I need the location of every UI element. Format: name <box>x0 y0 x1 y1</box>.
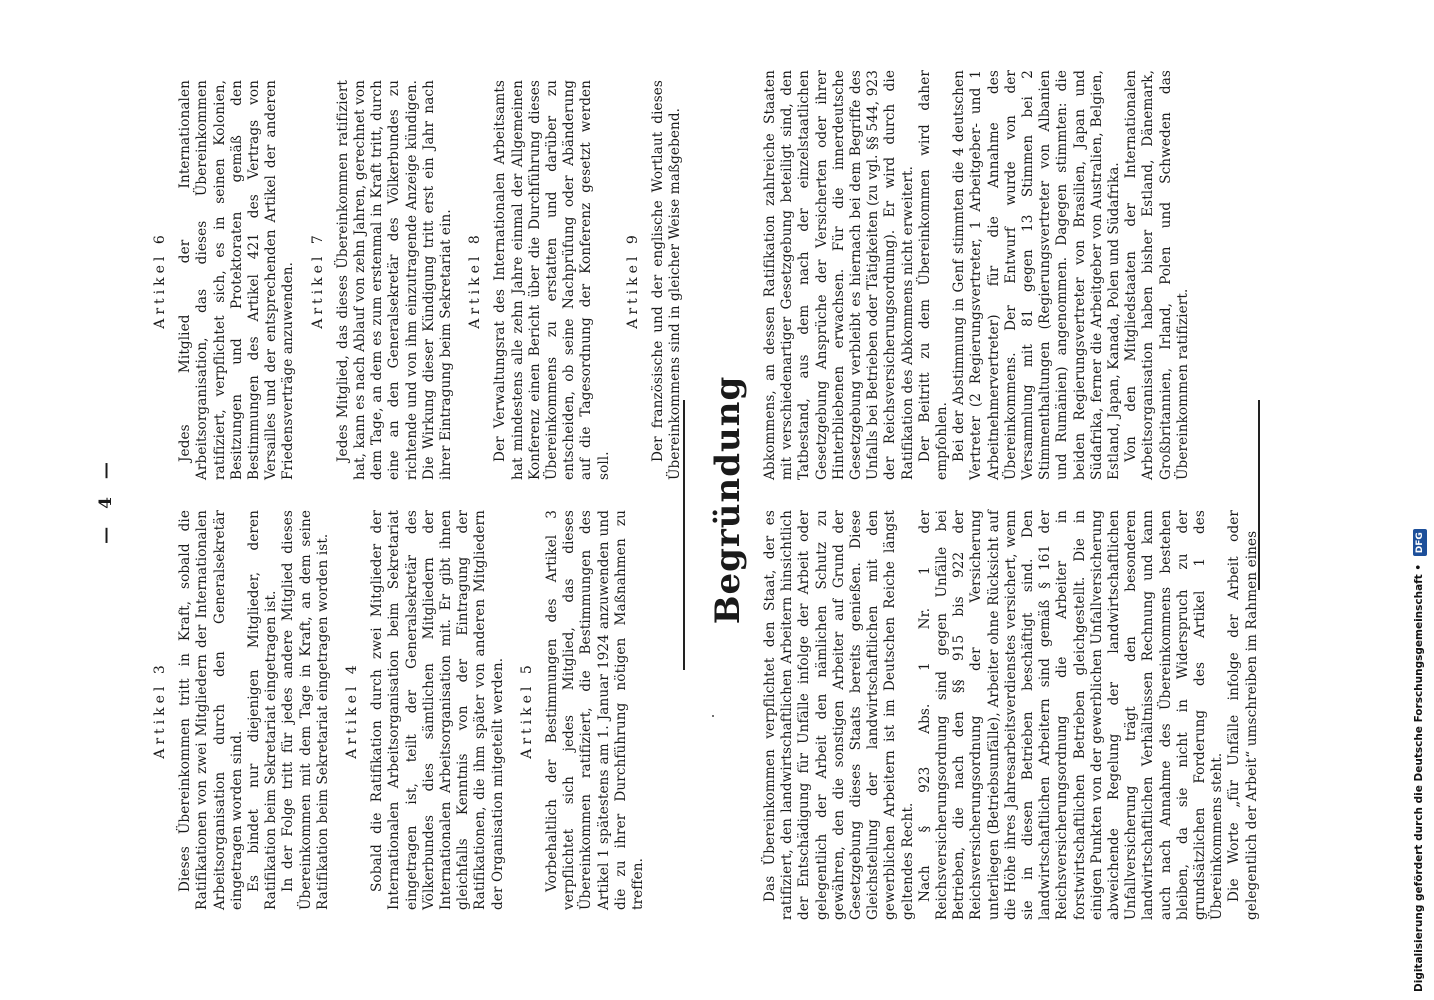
dfg-logo: DFG <box>1413 529 1427 556</box>
article-3-heading: Artikel 3 <box>152 661 168 759</box>
digitization-notice-text: Digitalisierung gefördert durch die Deutsche Forschungsgemeinschaft • <box>1413 563 1425 992</box>
article-8-paragraph-1: Der Verwaltungsrat des Internationalen Arbeitsamts hat mindestens alle zehn Jahre einmal der Allgemeinen Konferenz einen Bericht über die Durchführung dieses Übereinkommens zu erstatten und darüber zu entscheiden, ob seine Nachprüfung oder Abänderung auf die Tagesordnung der Konferenz gesetzt werden soll. <box>492 80 612 480</box>
article-3-paragraph-1: Dieses Übereinkommen tritt in Kraft, sobald die Ratifikationen von zwei Mitgliedern der Internationalen Arbeitsorganisation durch den Generalsekretär eingetragen worden sind. <box>177 510 245 910</box>
article-4-paragraph-1: Sobald die Ratifikation durch zwei Mitglieder der Internationalen Arbeitsorganisation beim Sekretariat eingetragen ist, teilt der Generalsekretär des Völkerbundes dies sämtlichen Mitgliedern der Internationalen Arbeitsorganisation mit. Er gibt ihnen gleichfalls Kenntnis von der Eintragung der Ratifikationen, die ihm später von anderen Mitgliedern der Organisation mitgeteilt werden. <box>369 510 506 910</box>
article-5-heading: Artikel 5 <box>518 661 535 759</box>
page-number: — 4 — <box>96 456 116 544</box>
begruendung-paragraph-5: Der Beitritt zu dem Übereinkommen wird daher empfohlen. <box>916 70 951 480</box>
article-7-paragraph-1: Jedes Mitglied, das dieses Übereinkommen ratifiziert hat, kann es nach Ablauf von zehn Jahren, gerechnet von dem Tage, an dem es zum erstenmal in Kraft tritt, durch eine an den Generalsekretär des Völkerbundes zu richtende und von ihm einzutragende Anzeige kündigen. Die Wirkung dieser Kündigung tritt erst ein Jahr nach ihrer Eintragung beim Sekretariat ein. <box>334 80 455 480</box>
article-3-paragraph-3: In der Folge tritt für jedes andere Mitglied dieses Übereinkommen mit dem Tage in Kraft, an dem seine Ratifikation beim Sekretariat eingetragen worden ist. <box>280 510 331 910</box>
begruendung-paragraph-4: Abkommens, an dessen Ratifikation zahlreiche Staaten mit verschiedenartiger Gesetzgebung beteiligt sind, den Tatbestand, aus dem nach der einzelstaatlichen Gesetzgebung Ansprüche der Versicherten oder ihrer Hinterbliebenen erwachsen. Für die innerdeutsche Gesetzgebung verbleibt es hiernach bei dem Begriffe des Unfalls bei Betrieben oder Tätigkeiten (zu vgl. §§ 544, 923 der Reichsversicherungsordnung). Er wird durch die Ratifikation des Abkommens nicht erweitert. <box>762 70 916 480</box>
upper-left-column <box>140 510 647 910</box>
article-6-heading: Artikel 6 <box>152 231 168 329</box>
begruendung-paragraph-6: Bei der Abstimmung in Genf stimmten die 4 deutschen Vertreter (2 Regierungsvertreter, 1 Arbeitgeber- und 1 Arbeitnehmervertreter) für die Annahme des Übereinkommens. Der Entwurf wurde von der Versammlung mit 81 gegen 13 Stimmen bei 2 Stimmenthaltungen (Regierungsvertreter von Albanien und Rumänien) angenommen. Dagegen stimmten: die beiden Regierungsvertreter von Brasilien, Japan und Südafrika, ferner die Arbeitgeber von Australien, Belgien, Estland, Japan, Kanada, Polen und Südafrika. <box>951 70 1123 480</box>
upper-right-column <box>140 80 684 480</box>
article-8-heading: Artikel 8 <box>467 231 484 329</box>
lower-right-column <box>762 70 1192 480</box>
article-9-paragraph-1: Der französische und der englische Wortlaut dieses Übereinkommens sind in gleicher Weise maßgebend. <box>650 80 684 480</box>
article-7-heading: Artikel 7 <box>309 231 326 329</box>
article-4-heading: Artikel 4 <box>344 661 361 759</box>
begruendung-paragraph-7: Von den Mitgliedstaaten der Internationalen Arbeitsorganisation haben bisher Estland, Dänemark, Großbritannien, Irland, Polen und Schweden das Übereinkommen ratifiziert. <box>1123 70 1191 480</box>
article-5-paragraph-1: Vorbehaltlich der Bestimmungen des Artikel 3 verpflichtet sich jedes Mitglied, das dieses Übereinkommen ratifiziert, die Bestimmungen des Artikel 1 spätestens am 1. Januar 1924 anzuwenden und die zu ihrer Durchführung nötigen Maßnahmen zu treffen. <box>544 510 647 910</box>
article-3-paragraph-2: Es bindet nur diejenigen Mitglieder, deren Ratifikation beim Sekretariat eingetragen ist. <box>246 510 280 910</box>
digitization-sidebar <box>1408 8 1430 992</box>
section-heading: Begründung <box>708 375 748 625</box>
begruendung-paragraph-3: Die Worte „für Unfälle infolge der Arbeit oder gelegentlich der Arbeit“ umschreiben im Rahmen eines <box>1226 510 1260 920</box>
lower-left-column <box>762 510 1261 920</box>
scan-speck <box>712 715 714 717</box>
digitization-notice <box>1408 8 1430 992</box>
begruendung-paragraph-1: Das Übereinkommen verpflichtet den Staat, der es ratifiziert, den landwirtschaftlichen Arbeitern hinsichtlich der Entschädigung für Unfälle infolge der Arbeit oder gelegentlich der Arbeit den nämlichen Schutz zu gewähren, den die sonstigen Arbeiter auf Grund der Gesetzgebung dieses Staats bereits genießen. Diese Gleichstellung der landwirtschaftlichen mit den gewerblichen Arbeitern ist im Deutschen Reiche längst geltendes Recht. <box>762 510 916 920</box>
begruendung-paragraph-2: Nach § 923 Abs. 1 Nr. 1 der Reichsversicherungsordnung sind gegen Unfälle bei Betrieben, die nach den §§ 915 bis 922 der Reichsversicherungsordnung der Versicherung unterliegen (Betriebsunfälle), Arbeiter ohne Rücksicht auf die Höhe ihres Jahresarbeitsverdienstes versichert, wenn sie in diesen Betrieben beschäftigt sind. Den landwirtschaftlichen Arbeitern sind gemäß § 161 der Reichsversicherungsordnung die Arbeiter in forstwirtschaftlichen Betrieben gleichgestellt. Die in einigen Punkten von der gewerblichen Unfallversicherung abweichende Regelung der landwirtschaftlichen Unfallversicherung trägt den besonderen landwirtschaftlichen Verhältnissen Rechnung und kann auch nach Annahme des Übereinkommens bestehen bleiben, da sie nicht in Widerspruch zu der grundsätzlichen Forderung des Artikel 1 des Übereinkommens steht. <box>916 510 1226 920</box>
article-9-heading: Artikel 9 <box>624 231 641 329</box>
divider-rule-top <box>683 400 685 670</box>
article-6-paragraph-1: Jedes Mitglied der Internationalen Arbeitsorganisation, das dieses Übereinkommen ratifiziert, verpflichtet sich, es in seinen Kolonien, Besitzungen und Protektoraten gemäß den Bestimmungen des Artikel 421 des Vertrags von Versailles und der entsprechenden Artikel der anderen Friedensverträge anzuwenden. <box>177 80 297 480</box>
